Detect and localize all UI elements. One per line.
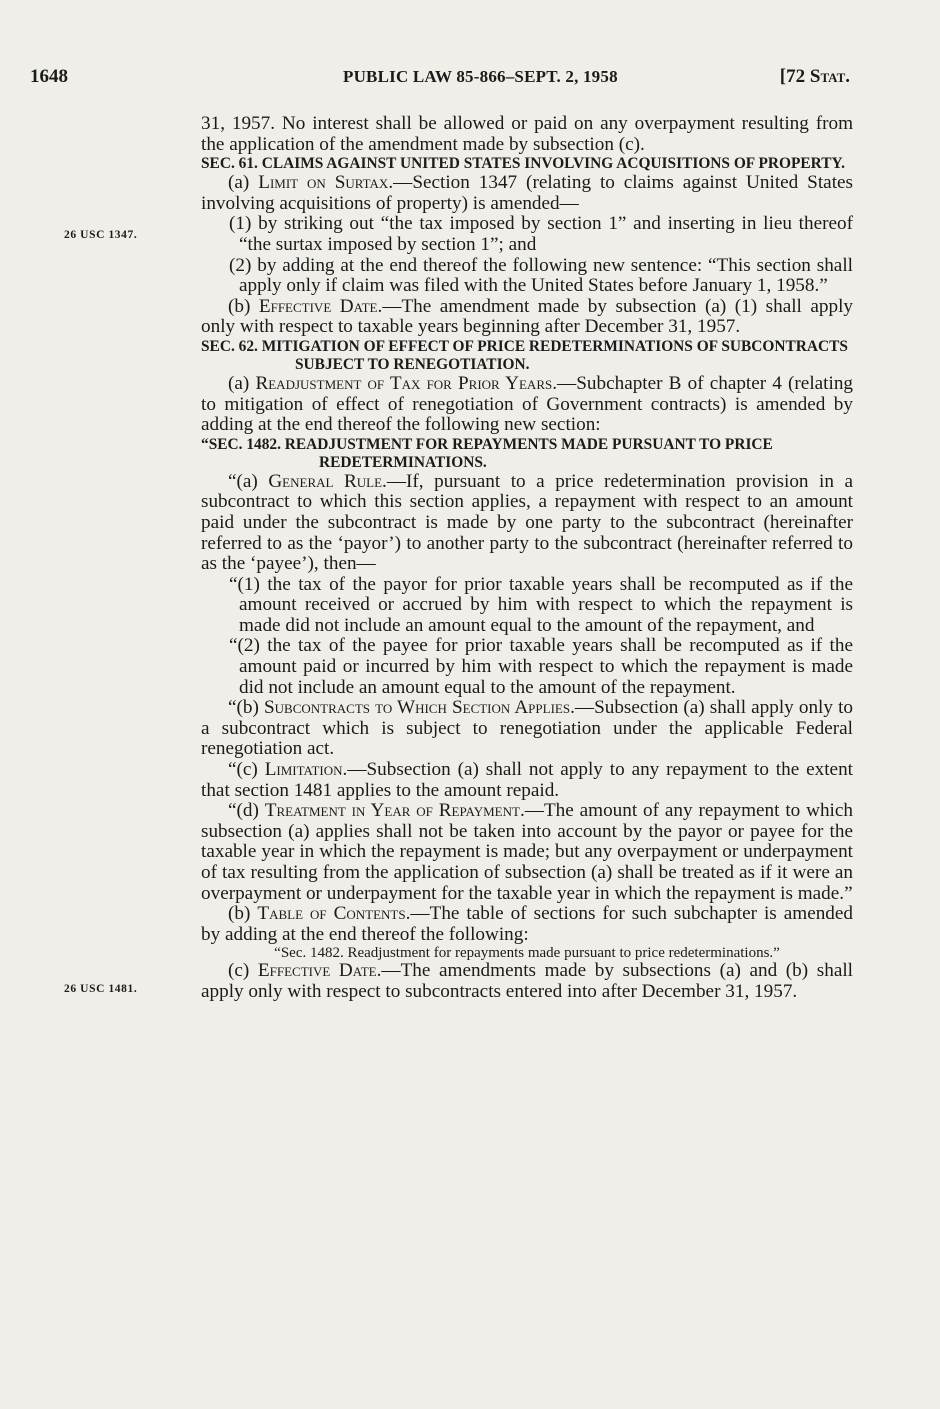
sec1482-d-caption: Treatment in Year of Repayment.	[264, 800, 525, 822]
sec1482-a-item-2: “(2) the tax of the payee for prior taxable years shall be recomputed as if the amount paid or incurred by him with respect to which the repayment is made did not include an amount equal to the amount of the repayment.	[229, 635, 853, 698]
sec61-b-lead: (b)	[228, 295, 259, 317]
sec1482-paragraph-c	[201, 760, 853, 801]
sec1482-d-lead: “(d)	[228, 800, 265, 822]
sec62-c-caption: Effective Date.	[257, 960, 382, 982]
document-body	[201, 114, 853, 1003]
sec1482-a-caption: General Rule.	[268, 470, 387, 492]
sec1482-a-item-1: “(1) the tax of the payor for prior taxable years shall be recomputed as if the amount received or accrued by him with respect to which the repayment is made did not include an amount equal to the amount of the repayment, and	[229, 573, 853, 636]
sec1482-b-caption: Subcontracts to Which Section Applies.	[264, 697, 575, 719]
sec61-a-text: —Section 1347 (relating to claims against United States involving acquisitions of property) is amended—	[201, 172, 854, 214]
intro-paragraph: 31, 1957. No interest shall be allowed or paid on any overpayment resulting from the application of the amendment made by subsection (c).	[201, 113, 853, 155]
section-1482-heading: “SEC. 1482. READJUSTMENT FOR REPAYMENTS MADE PURSUANT TO PRICE REDETERMINATIONS.	[201, 435, 773, 471]
sec1482-a-lead: “(a)	[228, 470, 269, 492]
section-61-heading: SEC. 61. CLAIMS AGAINST UNITED STATES INVOLVING ACQUISITIONS OF PROPERTY.	[201, 155, 846, 173]
sec62-c-lead: (c)	[228, 960, 258, 982]
sec62-paragraph-c	[201, 961, 853, 1002]
sec61-a-item-2: (2) by adding at the end thereof the following new sentence: “This section shall apply only if claim was filed with the United States before January 1, 1958.”	[229, 254, 853, 297]
sec1482-b-lead: “(b)	[228, 697, 264, 719]
page-number: 1648	[30, 66, 68, 87]
sec1482-d-text: —The amount of any repayment to which subsection (a) applies shall not be taken into account by the payor or payee for the taxable year in which the repayment is made; but any overpayment or underpayment of tax resulting from the application of subsection (a) shall be treated as if it were an overpayment or underpayment for the taxable year in which the repayment is made.”	[201, 800, 853, 904]
sec1482-paragraph-a	[201, 472, 853, 575]
sec62-paragraph-a	[201, 374, 853, 436]
statute-reference: [72 Stat.	[779, 66, 850, 87]
margin-note-26-usc-1481: 26 USC 1481.	[64, 983, 138, 995]
sec61-a-lead: (a)	[228, 172, 259, 194]
sec61-a-item-1: (1) by striking out “the tax imposed by section 1” and inserting in lieu thereof “the surtax imposed by section 1”; and	[229, 213, 853, 255]
running-title: PUBLIC LAW 85-866–SEPT. 2, 1958	[343, 67, 618, 86]
sec1482-paragraph-b	[201, 698, 853, 760]
sec62-b-caption: Table of Contents.	[257, 903, 411, 925]
sec61-b-text: —The amendment made by subsection (a) (1) shall apply only with respect to taxable years beginning after December 31, 1957.	[201, 295, 854, 338]
table-of-contents-entry: “Sec. 1482. Readjustment for repayments made pursuant to price redeterminations.”	[274, 945, 780, 962]
sec1482-b-text: —Subsection (a) shall apply only to a subcontract which is subject to renegotiation under the applicable Federal renegotiation act.	[201, 697, 853, 760]
sec62-a-lead: (a)	[228, 372, 256, 394]
sec61-a-caption: Limit on Surtax.	[258, 172, 394, 194]
sec62-a-text: —Subchapter B of chapter 4 (relating to mitigation of effect of renegotiation of Government contracts) is amended by adding at the end thereof the following new section:	[201, 372, 854, 436]
sec61-paragraph-b	[201, 297, 853, 338]
sec61-b-caption: Effective Date.	[258, 295, 383, 317]
sec1482-c-lead: “(c)	[228, 759, 265, 781]
sec61-paragraph-a	[201, 173, 853, 214]
sec1482-c-text: —Subsection (a) shall not apply to any repayment to the extent that section 1481 applies to the amount repaid.	[201, 759, 853, 801]
sec62-paragraph-b	[201, 904, 853, 945]
page-header	[30, 66, 850, 92]
sec1482-c-caption: Limitation.	[264, 759, 348, 781]
sec62-b-lead: (b)	[228, 903, 258, 925]
section-62-heading: SEC. 62. MITIGATION OF EFFECT OF PRICE REDETERMINATIONS OF SUBCONTRACTS SUBJECT TO RENEGOTIATION.	[201, 337, 848, 373]
sec62-a-caption: Readjustment of Tax for Prior Years.	[255, 372, 558, 394]
sec1482-a-text: —If, pursuant to a price redetermination provision in a subcontract to which this section applies, a repayment with respect to an amount paid under the subcontract is made by one party to the subcontract (hereinafter referred to as the ‘payor’) to another party to the subcontract (hereinafter referred to as the ‘payee’), then—	[201, 470, 853, 575]
sec1482-paragraph-d	[201, 801, 853, 904]
margin-note-26-usc-1347: 26 USC 1347.	[64, 229, 138, 241]
sec62-b-text: —The table of sections for such subchapter is amended by adding at the end thereof the following:	[201, 903, 854, 945]
sec62-c-text: —The amendments made by subsections (a) and (b) shall apply only with respect to subcontracts entered into after December 31, 1957.	[201, 960, 854, 1002]
